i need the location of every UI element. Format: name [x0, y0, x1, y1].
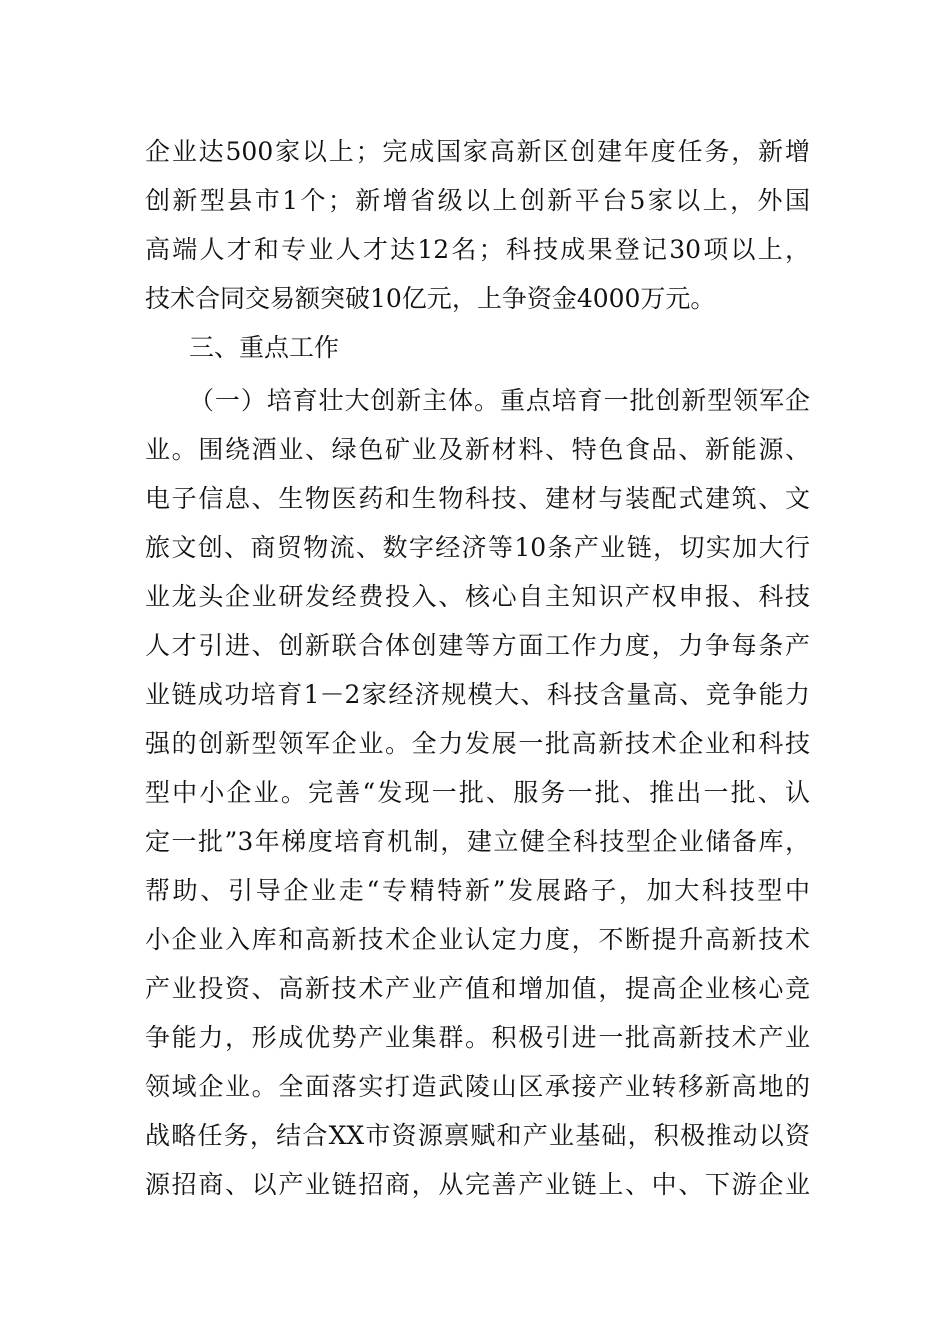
- paragraph-key-work: [145, 376, 810, 1209]
- section-heading: 三、重点工作: [189, 333, 340, 362]
- text-line: 企业达500家以上；完成国家高新区创建年度任务，新增: [145, 137, 810, 166]
- text-line: 创新型县市1个；新增省级以上创新平台5家以上，外国: [145, 186, 810, 215]
- text-line: 业链成功培育1－2家经济规模大、科技含量高、竞争能力: [145, 680, 810, 709]
- text-line: 业。围绕酒业、绿色矿业及新材料、特色食品、新能源、: [145, 435, 810, 464]
- text-line: 源招商、以产业链招商，从完善产业链上、中、下游企业: [145, 1170, 810, 1199]
- paragraph-targets: [145, 127, 810, 372]
- text-line: 定一批”3年梯度培育机制，建立健全科技型企业储备库，: [145, 827, 810, 856]
- text-line: 争能力，形成优势产业集群。积极引进一批高新技术产业: [145, 1023, 810, 1052]
- text-line: 产业投资、高新技术产业产值和增加值，提高企业核心竞: [145, 974, 810, 1003]
- text-line: 旅文创、商贸物流、数字经济等10条产业链，切实加大行: [145, 533, 810, 562]
- text-line: 战略任务，结合XX市资源禀赋和产业基础，积极推动以资: [145, 1121, 810, 1150]
- text-line: 小企业入库和高新技术企业认定力度，不断提升高新技术: [145, 925, 810, 954]
- text-line: 帮助、引导企业走“专精特新”发展路子，加大科技型中: [145, 876, 810, 905]
- text-line: 高端人才和专业人才达12名；科技成果登记30项以上，: [145, 235, 810, 264]
- text-line: 业龙头企业研发经费投入、核心自主知识产权申报、科技: [145, 582, 810, 611]
- text-line: 型中小企业。完善“发现一批、服务一批、推出一批、认: [145, 778, 810, 807]
- text-line: 强的创新型领军企业。全力发展一批高新技术企业和科技: [145, 729, 810, 758]
- text-line: 技术合同交易额突破10亿元，上争资金4000万元。: [145, 284, 716, 313]
- text-line: （一）培育壮大创新主体。重点培育一批创新型领军企: [189, 386, 810, 415]
- text-line: 电子信息、生物医药和生物科技、建材与装配式建筑、文: [145, 484, 810, 513]
- text-line: 人才引进、创新联合体创建等方面工作力度，力争每条产: [145, 631, 810, 660]
- text-line: 领域企业。全面落实打造武陵山区承接产业转移新高地的: [145, 1072, 810, 1101]
